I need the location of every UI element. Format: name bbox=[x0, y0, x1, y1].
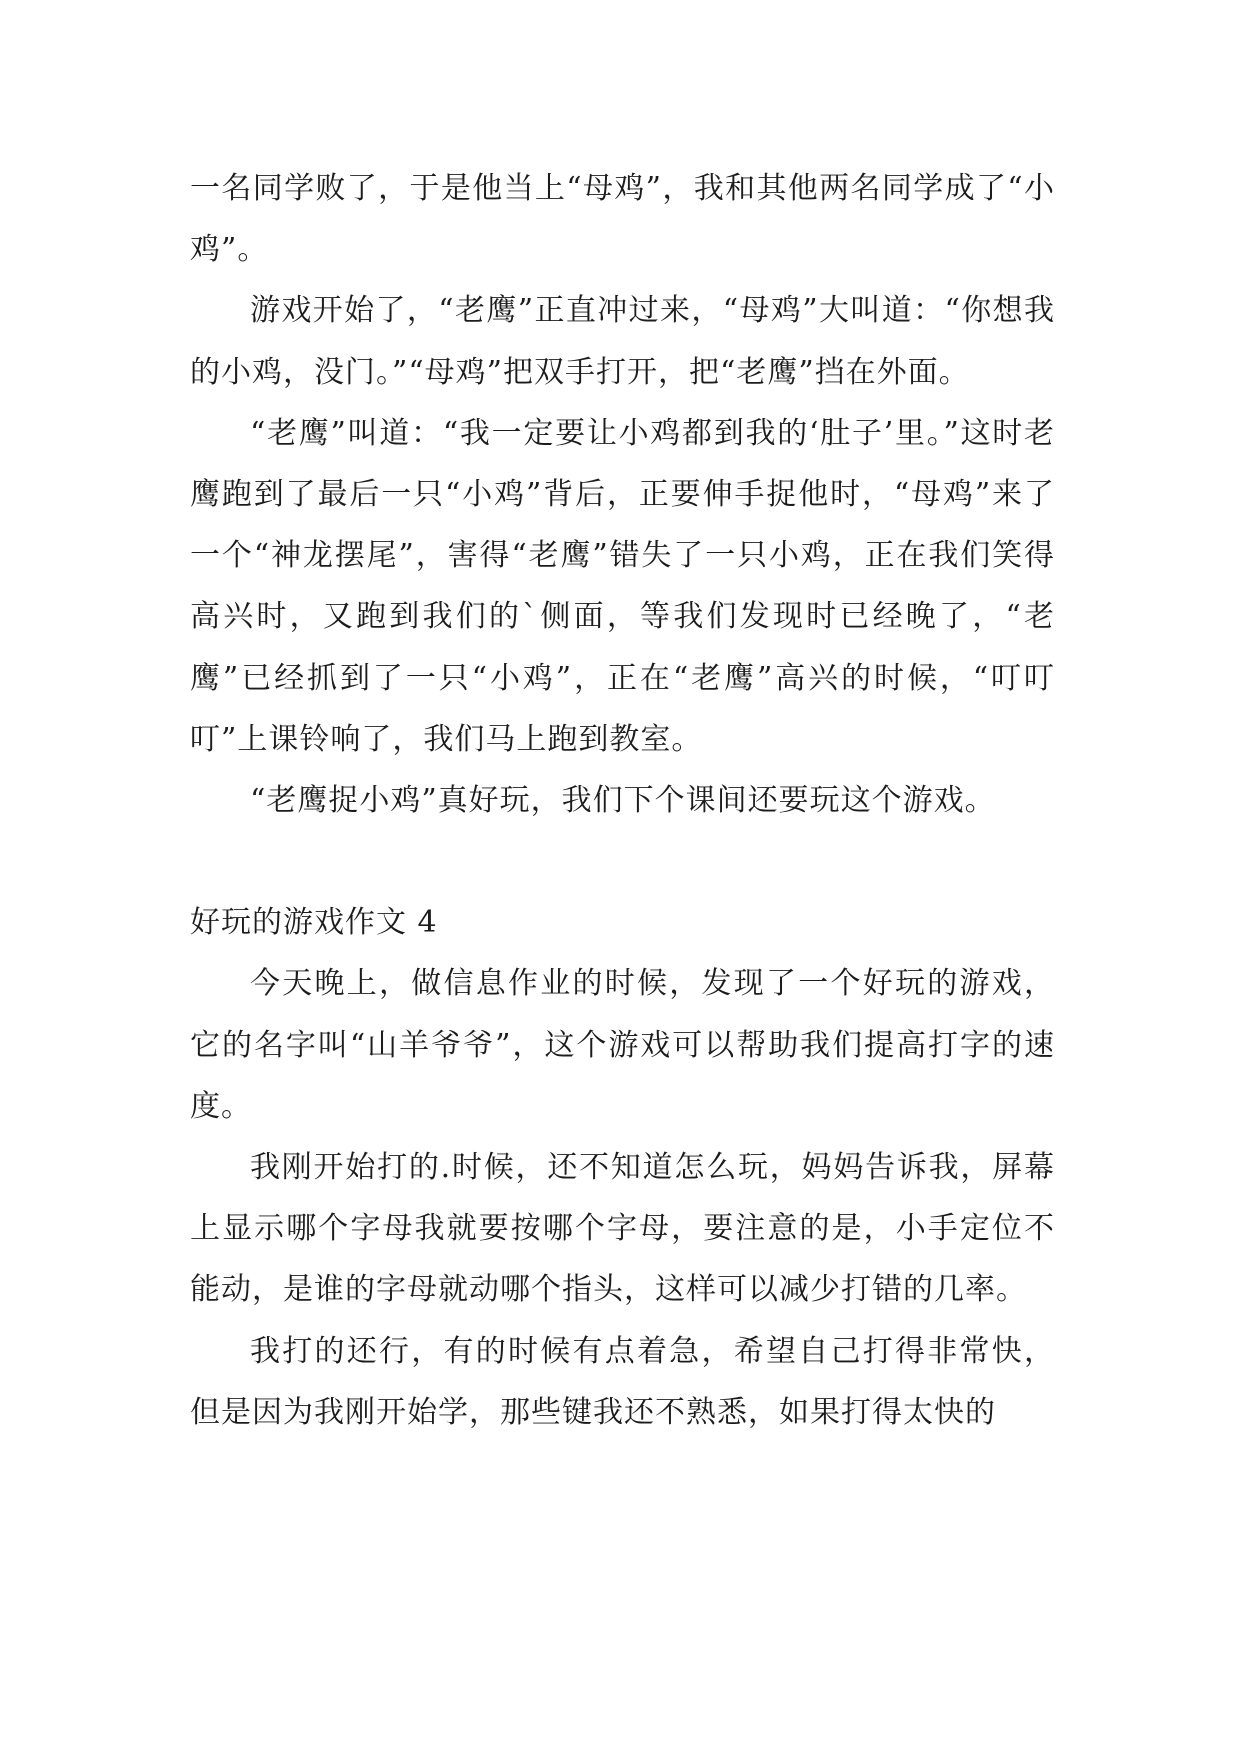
paragraph-5: 今天晚上，做信息作业的时候，发现了一个好玩的游戏，它的名字叫“山羊爷爷”，这个游戏可以帮助我们提高打字的速度。 bbox=[190, 966, 1055, 1124]
paragraph-6: 我刚开始打的.时候，还不知道怎么玩，妈妈告诉我，屏幕上显示哪个字母我就要按哪个字母，要注意的是，小手定位不能动，是谁的字母就动哪个指头，这样可以减少打错的几率。 bbox=[190, 1150, 1055, 1308]
paragraph-3: “老鹰”叫道：“我一定要让小鸡都到我的‘肚子’里。”这时老鹰跑到了最后一只“小鸡”背后，正要伸手捉他时，“母鸡”来了一个“神龙摆尾”，害得“老鹰”错失了一只小鸡，正在我们笑得高兴时，又跑到我们的`侧面，等我们发现时已经晚了，“老鹰”已经抓到了一只“小鸡”，正在“老鹰”高兴的时候，“叮叮叮”上课铃响了，我们马上跑到教室。 bbox=[190, 415, 1055, 757]
document-page bbox=[190, 158, 1055, 1443]
paragraph-1: 一名同学败了，于是他当上“母鸡”，我和其他两名同学成了“小鸡”。 bbox=[190, 171, 1055, 268]
paragraph-7: 我打的还行，有的时候有点着急，希望自己打得非常快，但是因为我刚开始学，那些键我还不熟悉，如果打得太快的 bbox=[190, 1333, 1055, 1430]
section-title: 好玩的游戏作文 4 bbox=[190, 905, 438, 941]
paragraph-4: “老鹰捉小鸡”真好玩，我们下个课间还要玩这个游戏。 bbox=[250, 783, 996, 819]
paragraph-2: 游戏开始了，“老鹰”正直冲过来，“母鸡”大叫道：“你想我的小鸡，没门。”“母鸡”把双手打开，把“老鹰”挡在外面。 bbox=[190, 293, 1055, 390]
